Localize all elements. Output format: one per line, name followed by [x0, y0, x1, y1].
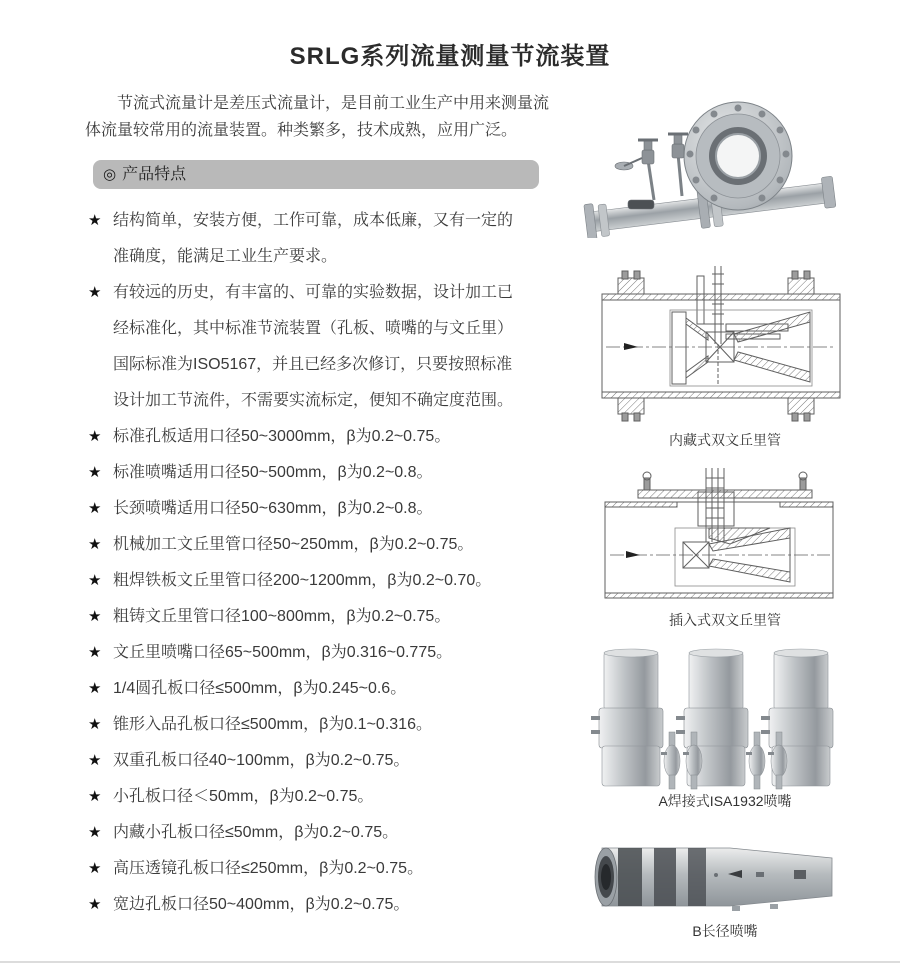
orifice-flange-ring — [684, 102, 792, 210]
isa1932-nozzles-illustration — [580, 646, 870, 791]
feature-text-line: 文丘里喷嘴口径65~500mm，β为0.316~0.775。 — [113, 644, 453, 661]
nozzle-spindle — [661, 732, 680, 789]
star-bullet-icon: ★ — [88, 464, 102, 481]
star-bullet-icon: ★ — [88, 788, 102, 805]
figure-orifice-assembly-photo — [580, 88, 870, 238]
feature-text-line: 宽边孔板口径50~400mm，β为0.2~0.75。 — [113, 896, 410, 913]
section-header-product-features — [93, 160, 539, 189]
feature-text-line: 经标准化，其中标准节流装置（孔板、喷嘴的与文丘里） — [113, 320, 514, 337]
nozzle-cylinders — [591, 649, 833, 786]
flow-arrow — [626, 551, 640, 558]
star-bullet-icon: ★ — [88, 536, 102, 553]
feature-text-line: 锥形入品孔板口径≤500mm，β为0.1~0.316。 — [113, 716, 432, 733]
star-bullet-icon: ★ — [88, 572, 102, 589]
bullseye-icon: ◎ — [103, 166, 117, 183]
star-bullet-icon: ★ — [88, 860, 102, 877]
feature-text-line: 机械加工文丘里管口径50~250mm，β为0.2~0.75。 — [113, 536, 474, 553]
star-bullet-icon: ★ — [88, 608, 102, 625]
feature-text-line: 标准孔板适用口径50~3000mm，β为0.2~0.75。 — [113, 428, 451, 445]
feature-text-line: 粗铸文丘里管口径100~800mm，β为0.2~0.75。 — [113, 608, 451, 625]
mounting-flange — [638, 472, 812, 498]
feature-item — [85, 419, 569, 455]
feature-item — [85, 563, 569, 599]
star-bullet-icon: ★ — [88, 896, 102, 913]
feature-text-line: 有较远的历史，有丰富的、可靠的实验数据，设计加工已 — [113, 284, 514, 301]
star-bullet-icon: ★ — [88, 644, 102, 661]
feature-item — [85, 491, 569, 527]
insertion-venturi-illustration — [580, 468, 870, 608]
insertion-venturi-caption: 插入式双文丘里管 — [669, 612, 781, 628]
long-radius-nozzle-illustration — [580, 838, 870, 918]
star-bullet-icon: ★ — [88, 284, 102, 301]
nozzle-opening — [595, 848, 617, 906]
valve-stems — [615, 134, 688, 209]
builtin-venturi-caption: 内藏式双文丘里管 — [669, 432, 781, 448]
feature-text-line: 双重孔板口径40~100mm，β为0.2~0.75。 — [113, 752, 410, 769]
figure-builtin-venturi-drawing — [580, 266, 870, 424]
intro-paragraph — [85, 90, 569, 144]
feature-item — [85, 707, 569, 743]
star-bullet-icon: ★ — [88, 824, 102, 841]
feature-item — [85, 815, 569, 851]
figure-long-radius-nozzle-photo — [580, 838, 870, 918]
feature-text-line: 国际标准为ISO5167，并且已经多次修订，只要按照标准 — [113, 356, 513, 373]
feature-item — [85, 743, 569, 779]
venturi-element — [675, 528, 795, 586]
feature-text-line: 1/4圆孔板口径≤500mm，β为0.245~0.6。 — [113, 680, 407, 697]
dark-bands — [618, 848, 706, 906]
section-label: 产品特点 — [122, 166, 187, 183]
feature-text-line: 长颈喷嘴适用口径50~630mm，β为0.2~0.8。 — [113, 500, 433, 517]
star-bullet-icon: ★ — [88, 716, 102, 733]
feature-item — [85, 887, 569, 923]
centerline-and-flow — [610, 551, 830, 558]
feature-item — [85, 599, 569, 635]
feature-text-line: 标准喷嘴适用口径50~500mm，β为0.2~0.8。 — [113, 464, 433, 481]
venturi-element — [670, 310, 812, 386]
feature-list — [85, 203, 569, 923]
figure-insertion-venturi-drawing — [580, 468, 870, 608]
feature-item — [85, 527, 569, 563]
feature-item — [85, 671, 569, 707]
long-radius-nozzle-caption: B长径喷嘴 — [692, 923, 758, 939]
nozzle-spindle — [746, 732, 765, 789]
feature-text-line: 粗焊铁板文丘里管口径200~1200mm，β为0.2~0.70。 — [113, 572, 492, 589]
flow-arrow — [624, 343, 638, 350]
feature-item — [85, 851, 569, 887]
star-bullet-icon: ★ — [88, 752, 102, 769]
feature-item — [85, 455, 569, 491]
intro-line: 体流量较常用的流量装置。种类繁多，技术成熟，应用广泛。 — [85, 122, 518, 139]
orifice-assembly-illustration — [580, 88, 870, 238]
page-title: SRLG系列流量测量节流装置 — [289, 43, 611, 70]
page-bottom-edge — [0, 961, 900, 963]
feature-item — [85, 779, 569, 815]
feature-text-line: 设计加工节流件，不需要实流标定，便知不确定度范围。 — [113, 392, 514, 409]
intro-line: 节流式流量计是差压式流量计，是目前工业生产中用来测量流 — [117, 95, 550, 112]
nozzle-cylinder — [591, 649, 663, 786]
feature-item — [85, 635, 569, 671]
builtin-venturi-illustration — [580, 266, 870, 424]
isa1932-nozzles-caption: A焊接式ISA1932喷嘴 — [658, 793, 792, 809]
feature-text-line: 准确度，能满足工业生产要求。 — [113, 248, 338, 265]
feature-text-line: 高压透镜孔板口径≤250mm，β为0.2~0.75。 — [113, 860, 424, 877]
feature-text-line: 小孔板口径＜50mm，β为0.2~0.75。 — [113, 788, 374, 805]
main-text-column — [85, 90, 569, 923]
feature-item — [85, 203, 569, 275]
feature-text-line: 结构简单，安装方便，工作可靠，成本低廉，又有一定的 — [113, 212, 514, 229]
star-bullet-icon: ★ — [88, 428, 102, 445]
star-bullet-icon: ★ — [88, 500, 102, 517]
feature-text-line: 内藏小孔板口径≤50mm，β为0.2~0.75。 — [113, 824, 399, 841]
star-bullet-icon: ★ — [88, 680, 102, 697]
star-bullet-icon: ★ — [88, 212, 102, 229]
feature-item — [85, 275, 569, 419]
figure-isa1932-nozzles-photo — [580, 646, 870, 791]
